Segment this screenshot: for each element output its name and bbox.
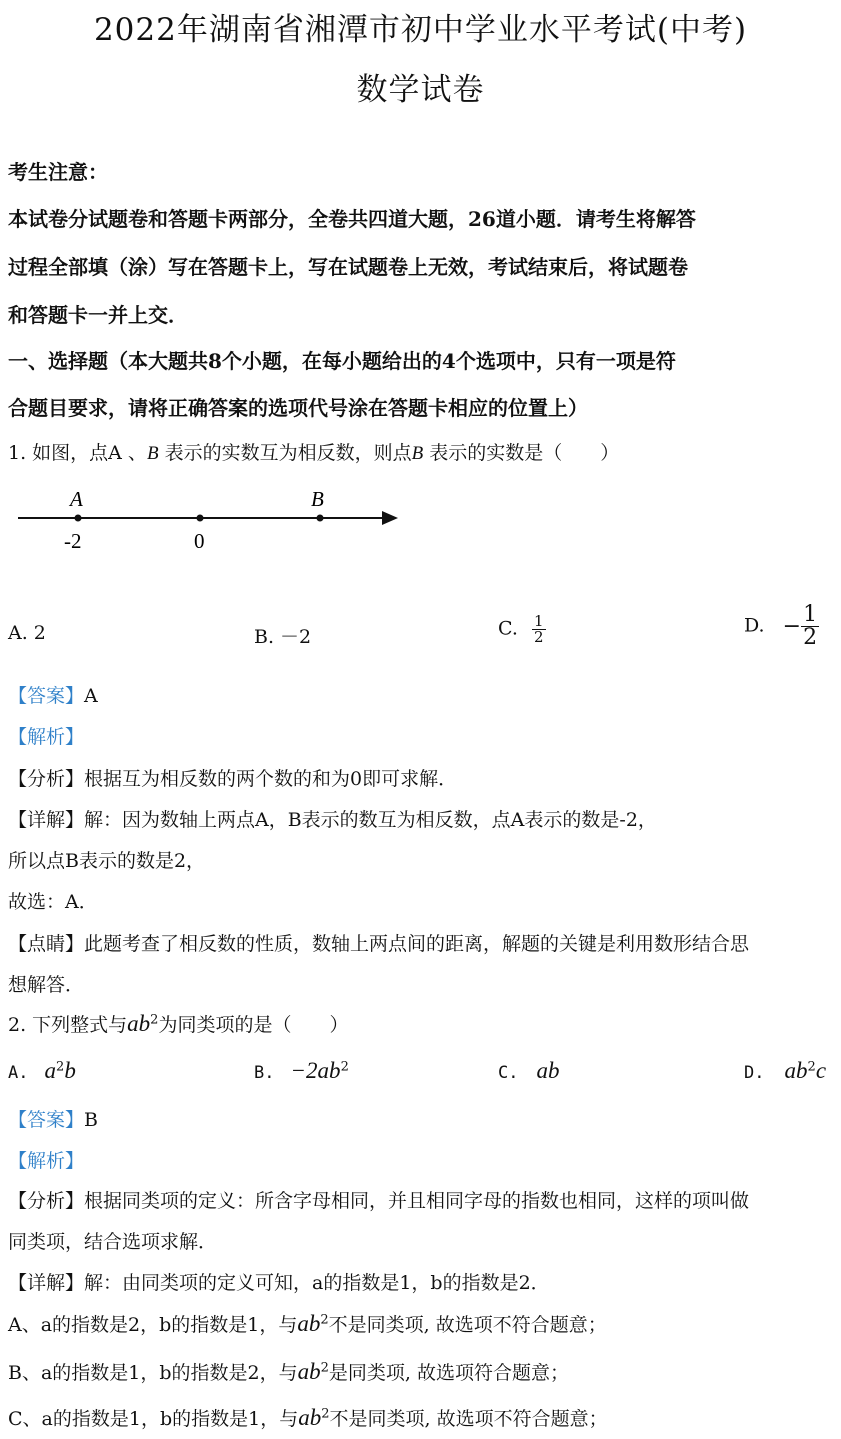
notice-line-1: 本试卷分试题卷和答题卡两部分，全卷共四道大题，26道小题．请考生将解答 bbox=[8, 207, 696, 231]
section1-line-2: 合题目要求，请将正确答案的选项代号涂在答题卡相应的位置上） bbox=[8, 396, 588, 420]
q2-analysis-tag: 【解析】 bbox=[8, 1150, 85, 1172]
point-a bbox=[75, 515, 82, 522]
q2-fenxi-2: 同类项，结合选项求解． bbox=[8, 1231, 218, 1253]
arrow-head-icon bbox=[382, 511, 398, 525]
exam-title-line2: 数学试卷 bbox=[356, 72, 485, 108]
point-b-label: B bbox=[311, 487, 324, 511]
q2-fenxi-1: 【分析】根据同类项的定义：所含字母相同，并且相同字母的指数也相同，这样的项叫做 bbox=[8, 1190, 750, 1212]
notice-heading: 考生注意： bbox=[8, 160, 108, 184]
tick-label-minus-2: -2 bbox=[64, 529, 82, 553]
q1-line-3: 故选：A． bbox=[8, 891, 98, 913]
q1-fenxi: 【分析】根据互为相反数的两个数的和为0即可求解． bbox=[8, 768, 458, 790]
q1-option-c: C. $\frac{1}{2}$ bbox=[498, 612, 544, 646]
point-b bbox=[317, 515, 324, 522]
q2-line-a: A、a的指数是2，b的指数是1，与$ab^2$不是同类项, 故选项不符合题意； bbox=[8, 1311, 607, 1336]
q1-option-a: A. 2 bbox=[8, 622, 46, 644]
point-a-label: A bbox=[70, 487, 83, 511]
q2-stem: 2. 下列整式与$ab^2$为同类项的是（ ） bbox=[8, 1011, 349, 1036]
exam-title-line1: 2022年湖南省湘潭市初中学业水平考试(中考) bbox=[93, 12, 748, 48]
q2-option-a: A. $a^2b$ bbox=[8, 1058, 76, 1083]
q1-line-2: 所以点B表示的数是2， bbox=[8, 850, 206, 872]
q1-dianjing-2: 想解答． bbox=[8, 974, 85, 996]
number-line-figure bbox=[10, 480, 410, 560]
tick-label-zero: 0 bbox=[194, 529, 205, 553]
q1-option-d: D. − $\frac{1}{2}$ bbox=[744, 602, 818, 650]
notice-line-3: 和答题卡一并上交． bbox=[8, 303, 188, 327]
q2-line-b: B、a的指数是1，b的指数是2，与$ab^2$是同类项, 故选项符合题意； bbox=[8, 1359, 570, 1384]
q2-option-c: C. ab bbox=[498, 1058, 560, 1083]
notice-line-2: 过程全部填（涂）写在答题卡上，写在试题卷上无效，考试结束后，将试题卷 bbox=[8, 255, 688, 279]
q1-stem: 1. 如图，点A 、B 表示的实数互为相反数，则点B 表示的实数是（ ） bbox=[8, 442, 620, 464]
q1-analysis-tag: 【解析】 bbox=[8, 726, 85, 748]
q2-option-d: D. $ab^2c$ bbox=[744, 1058, 827, 1083]
q2-option-b: B. $-2ab^2$ bbox=[254, 1058, 349, 1083]
point-zero bbox=[197, 515, 204, 522]
q1-option-b: B. －2 bbox=[254, 626, 312, 648]
q1-xiangjie: 【详解】解：因为数轴上两点A，B表示的数互为相反数，点A表示的数是-2， bbox=[8, 809, 657, 831]
q2-xiangjie: 【详解】解：由同类项的定义可知，a的指数是1，b的指数是2． bbox=[8, 1272, 550, 1294]
q2-line-c: C、a的指数是1，b的指数是1，与$ab^2$不是同类项, 故选项不符合题意； bbox=[8, 1405, 608, 1430]
q1-dianjing-1: 【点睛】此题考查了相反数的性质，数轴上两点间的距离，解题的关键是利用数形结合思 bbox=[8, 933, 750, 955]
q2-answer: 【答案】B bbox=[8, 1109, 98, 1131]
q1-answer: 【答案】A bbox=[8, 685, 98, 707]
section1-line-1: 一、选择题（本大题共8个小题，在每小题给出的4个选项中，只有一项是符 bbox=[8, 349, 676, 373]
